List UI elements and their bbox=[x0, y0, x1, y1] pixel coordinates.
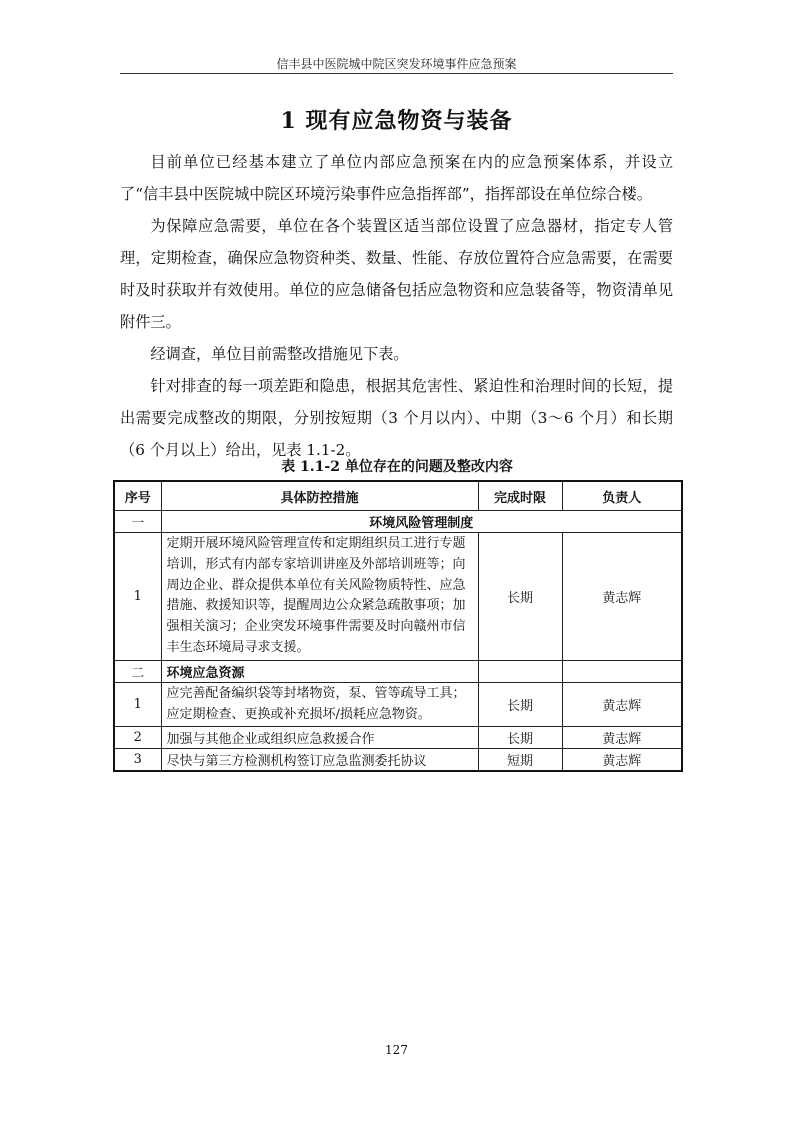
row-measure: 定期开展环境风险管理宣传和定期组织员工进行专题培训，形式有内部专家培训讲座及外部培训班等；向周边企业、群众提供本单位有关风险物质特性、应急措施、救援知识等，提醒周边公众紧急疏散事项；加强相关演习；企业突发环境事件需要及时向赣州市信丰生态环境局寻求支援。 bbox=[161, 533, 478, 661]
header-no: 序号 bbox=[114, 481, 161, 511]
paragraph: 经调查，单位目前需整改措施见下表。 bbox=[150, 345, 409, 363]
row-measure: 尽快与第三方检测机构签订应急监测委托协议 bbox=[161, 749, 478, 772]
section-title-cell: 环境风险管理制度 bbox=[161, 511, 682, 533]
row-deadline: 长期 bbox=[478, 682, 562, 727]
section-title-cell: 环境应急资源 bbox=[161, 660, 478, 682]
header-rule bbox=[120, 73, 673, 74]
table-caption: 表 1.1-2 单位存在的问题及整改内容 bbox=[281, 459, 513, 475]
rectification-table bbox=[113, 480, 683, 772]
page-number: 127 bbox=[385, 1043, 408, 1057]
table-section-row bbox=[114, 511, 682, 533]
row-no: 1 bbox=[114, 682, 161, 727]
row-no: 2 bbox=[114, 727, 161, 749]
paragraph: 针对排查的每一项差距和隐患，根据其危害性、紧迫性和治理时间的长短，提出需要完成整改的期限，分别按短期（3 个月以内）、中期（3～6 个月）和长期（6 个月以上）给出，见表 1.1-2。 bbox=[120, 377, 673, 459]
page-header: 信丰县中医院城中院区突发环境事件应急预案 bbox=[276, 57, 517, 71]
header-owner: 负责人 bbox=[562, 481, 682, 511]
table-row bbox=[114, 682, 682, 727]
paragraph: 为保障应急需要，单位在各个装置区适当部位设置了应急器材，指定专人管理，定期检查，确保应急物资种类、数量、性能、存放位置符合应急需要，在需要时及时获取并有效使用。单位的应急储备包括应急物资和应急装备等，物资清单见附件三。 bbox=[120, 217, 673, 331]
section-no: 一 bbox=[114, 511, 161, 533]
row-no: 3 bbox=[114, 749, 161, 772]
row-owner: 黄志辉 bbox=[562, 533, 682, 661]
table-section-row bbox=[114, 660, 682, 682]
row-owner: 黄志辉 bbox=[562, 682, 682, 727]
body-text bbox=[120, 146, 673, 466]
empty-cell bbox=[478, 660, 562, 682]
paragraph: 目前单位已经基本建立了单位内部应急预案在内的应急预案体系，并设立了“信丰县中医院城中院区环境污染事件应急指挥部”，指挥部设在单位综合楼。 bbox=[120, 153, 673, 203]
row-owner: 黄志辉 bbox=[562, 727, 682, 749]
table-row bbox=[114, 749, 682, 772]
table-header-row bbox=[114, 481, 682, 511]
row-no: 1 bbox=[114, 533, 161, 661]
header-deadline: 完成时限 bbox=[478, 481, 562, 511]
row-measure: 加强与其他企业或组织应急救援合作 bbox=[161, 727, 478, 749]
row-measure: 应完善配备编织袋等封堵物资，泵、管等疏导工具；应定期检查、更换或补充损坏/损耗应急物资。 bbox=[161, 682, 478, 727]
row-deadline: 长期 bbox=[478, 533, 562, 661]
section-no: 二 bbox=[114, 660, 161, 682]
row-deadline: 短期 bbox=[478, 749, 562, 772]
table-row bbox=[114, 727, 682, 749]
header-measure: 具体防控措施 bbox=[161, 481, 478, 511]
row-deadline: 长期 bbox=[478, 727, 562, 749]
empty-cell bbox=[562, 660, 682, 682]
table-row bbox=[114, 533, 682, 661]
row-owner: 黄志辉 bbox=[562, 749, 682, 772]
section-title: 1 现有应急物资与装备 bbox=[280, 108, 513, 134]
